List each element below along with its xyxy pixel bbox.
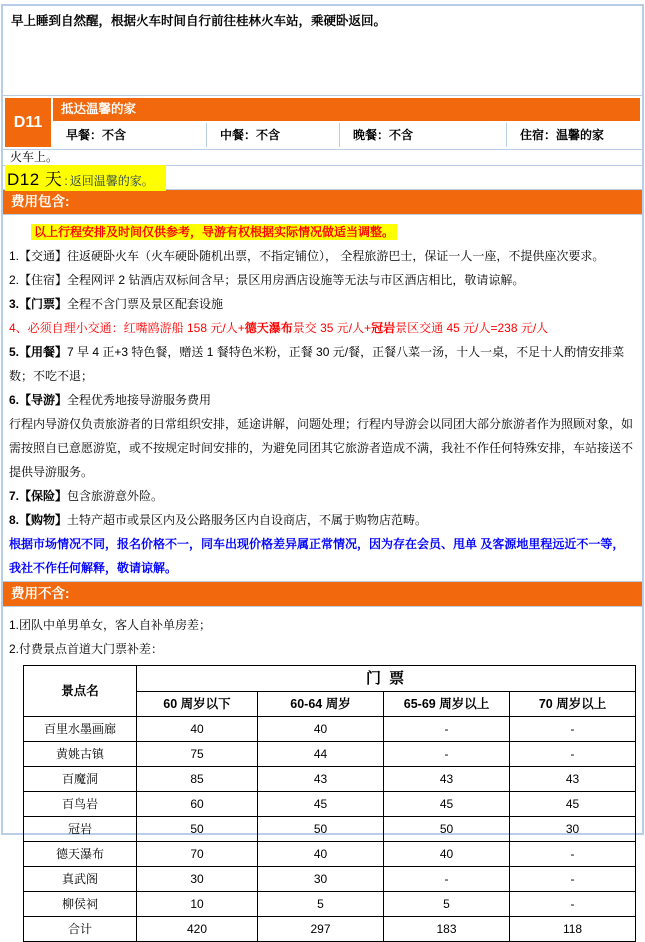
col-group-header-ticket: 门 票 [137,666,636,692]
attraction-name: 百里水墨画廊 [24,717,137,742]
table-row [24,767,636,792]
table-row [24,842,636,867]
col-header-attraction: 景点名 [24,666,137,717]
price-cell: 85 [137,767,258,792]
price-cell: 30 [510,817,636,842]
ticket-price-table [23,665,636,942]
col-header-age-70plus: 70 周岁以上 [510,692,636,717]
price-cell: 30 [137,867,258,892]
day-d11-title: 抵达温馨的家 [53,98,640,121]
include-item-insurance: 7.【保险】包含旅游意外险。 [9,489,164,503]
price-cell: - [384,742,510,767]
price-cell: - [510,717,636,742]
train-note: 火车上。 [10,150,59,164]
day-badge-d11: D11 [5,98,51,147]
price-cell: 60 [137,792,258,817]
fee-exclude-section [3,607,642,942]
price-cell: 420 [137,917,258,942]
market-price-note: 根据市场情况不同，报名价格不一，同车出现价格差异属正常情况，因为存在会员、甩单 及客源地里程远近不一等，我社不作任何解释，敬请谅解。 [9,537,625,575]
day-badge-d12: D12 天 [7,169,63,189]
table-row [24,717,636,742]
table-row [24,817,636,842]
price-cell: - [510,867,636,892]
day-d12-row [3,166,642,190]
fee-include-header: 费用包含: [3,190,642,215]
attraction-name: 百魔洞 [24,767,137,792]
day-d12-separator: : [64,173,68,188]
attraction-name: 百鸟岩 [24,792,137,817]
include-item-lodging: 2.【住宿】全程网评 2 钻酒店双标间含早；景区用房酒店设施等无法与市区酒店相比，敬请谅解。 [9,273,525,287]
meal-lunch: 中餐：不含 [207,123,340,147]
price-cell: 30 [258,867,384,892]
price-cell: 75 [137,742,258,767]
meal-dinner: 晚餐：不含 [340,123,507,147]
attraction-name: 冠岩 [24,817,137,842]
price-cell: - [510,892,636,917]
intro-paragraph [3,6,642,96]
price-cell: - [510,742,636,767]
price-cell: 40 [384,842,510,867]
include-item-transport: 1.【交通】往返硬卧火车（火车硬卧随机出票，不指定铺位）， 全程旅游巴士，保证一人一座，不提供座次要求。 [9,249,605,263]
table-row [24,742,636,767]
day-d11-details [53,98,640,147]
fee-include-section [3,215,642,582]
price-cell: 297 [258,917,384,942]
table-row [24,792,636,817]
price-cell: 45 [510,792,636,817]
col-header-age-under60: 60 周岁以下 [137,692,258,717]
price-cell: 43 [510,767,636,792]
include-item-tickets: 3.【门票】全程不含门票及景区配套设施 [9,297,224,311]
price-cell: - [384,867,510,892]
price-cell: 5 [258,892,384,917]
price-cell: 70 [137,842,258,867]
adjust-notice-line [9,220,636,244]
exclude-item-single-room: 1.团队中单男单女，客人自补单房差； [9,618,212,632]
price-cell: 50 [384,817,510,842]
col-header-age-65-69: 65-69 周岁以上 [384,692,510,717]
meal-breakfast: 早餐：不含 [53,123,207,147]
price-cell: 40 [258,842,384,867]
price-cell: 45 [384,792,510,817]
day-d11-block [3,96,642,150]
meal-lodging: 住宿：温馨的家 [520,128,605,142]
include-item-guide: 6.【导游】全程优秀地接导游服务费用 [9,393,212,407]
price-cell: - [384,717,510,742]
price-cell: 43 [384,767,510,792]
price-cell: 183 [384,917,510,942]
include-item-shopping: 8.【购物】土特产超市或景区内及公路服务区内自设商店，不属于购物店范畴。 [9,513,428,527]
itinerary-document [1,4,644,936]
include-item-meals: 5.【用餐】7 早 4 正+3 特色餐，赠送 1 餐特色米粉，正餐 30 元/餐，正餐八菜一汤，十人一桌，不足十人酌情安排菜数；不吃不退； [9,345,625,383]
price-cell: 44 [258,742,384,767]
attraction-name: 黄姚古镇 [24,742,137,767]
attraction-name: 德天瀑布 [24,842,137,867]
price-cell: 118 [510,917,636,942]
guide-service-note: 行程内导游仅负责旅游者的日常组织安排，延途讲解，问题处理；行程内导游会以同团大部分旅游者作为照顾对象，如需按照自已意愿游览，或不按规定时间安排的，为避免同团其它旅游者造成不满，我社不作任何特殊安排，车站接送不提供导游服务。 [9,417,634,479]
attraction-name: 柳侯祠 [24,892,137,917]
fee-exclude-header: 费用不含: [3,582,642,607]
price-cell: 50 [137,817,258,842]
price-cell: 50 [258,817,384,842]
day-d12-highlight [5,165,166,191]
attraction-name: 真武阁 [24,867,137,892]
price-cell: 40 [258,717,384,742]
price-cell: - [510,842,636,867]
attraction-name: 合计 [24,917,137,942]
table-row-total [24,917,636,942]
price-cell: 43 [258,767,384,792]
price-cell: 10 [137,892,258,917]
table-row [24,666,636,692]
day-d12-title: 返回温馨的家。 [69,173,154,188]
price-cell: 40 [137,717,258,742]
table-row [24,867,636,892]
meals-row [53,123,640,147]
col-header-age-60-64: 60-64 周岁 [258,692,384,717]
price-cell: 45 [258,792,384,817]
exclude-item-ticket-diff: 2.付费景点首道大门票补差： [9,642,164,656]
intro-text: 早上睡到自然醒，根据火车时间自行前往桂林火车站，乘硬卧返回。 [11,14,387,28]
include-item-transfers: 4、必须自理小交通：红嘴鸥游船 158 元/人+德天瀑布景交 35 元/人+冠岩景区交通 45 元/人=238 元/人 [9,321,549,335]
adjust-notice: 以上行程安排及时间仅供参考，导游有权根据实际情况做适当调整。 [31,224,397,240]
table-row [24,892,636,917]
price-cell: 5 [384,892,510,917]
